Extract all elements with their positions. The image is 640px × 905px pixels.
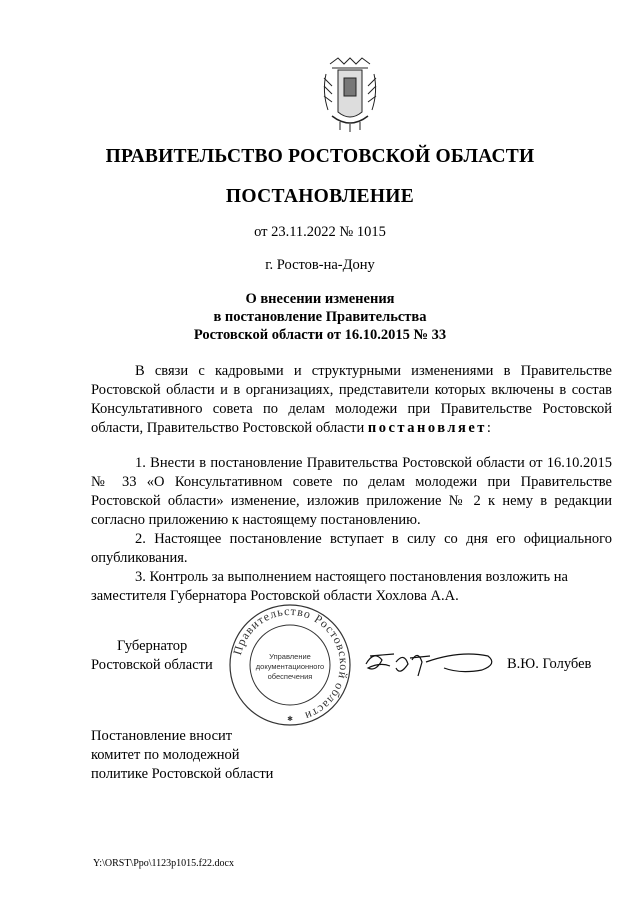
stamp-inner-line-3: обеспечения: [267, 672, 313, 681]
stamp-outer-text: Правительство Ростовской области: [230, 603, 352, 724]
signatory-title: [91, 637, 213, 675]
subject-line-2: в постановление Правительства: [213, 309, 427, 325]
signatory-title-line-1: Губернатор: [117, 638, 188, 654]
stamp-inner-line-1: Управление: [269, 652, 311, 661]
submitter-note-line-2: комитет по молодежной: [91, 747, 240, 763]
submitter-note: [91, 727, 273, 784]
preamble-text: В связи с кадровыми и структурными изменениями в Правительстве Ростовской области и в организациях, представители которых включены в состав Консультативного совета по делам молодежи при Правительстве Ростовской области, Правительство Ростовской области: [91, 363, 612, 436]
government-title: ПРАВИТЕЛЬСТВО РОСТОВСКОЙ ОБЛАСТИ: [105, 146, 535, 167]
handwritten-signature: [360, 642, 500, 682]
document-date-number: от 23.11.2022 № 1015: [254, 224, 386, 240]
preamble-tail: :: [486, 420, 491, 436]
item-2: 2. Настоящее постановление вступает в силу со дня его официального опубликования.: [91, 531, 612, 566]
stamp-star-icon: ✱: [287, 715, 293, 723]
document-type: ПОСТАНОВЛЕНИЕ: [225, 186, 415, 207]
document-city: г. Ростов-на-Дону: [265, 257, 375, 273]
preamble-paragraph: [91, 362, 612, 438]
signatory-name: В.Ю. Голубев: [507, 656, 592, 672]
submitter-note-line-1: Постановление вносит: [91, 728, 233, 744]
subject-line-3: Ростовской области от 16.10.2015 № 33: [193, 327, 447, 343]
item-3: 3. Контроль за выполнением настоящего постановления возложить на заместителя Губернатора Ростовской области Хохлова А.А.: [91, 569, 568, 604]
submitter-note-line-3: политике Ростовской области: [91, 766, 274, 782]
file-path: Y:\ORST\Ppo\1123p1015.f22.docx: [93, 858, 234, 869]
coat-of-arms-emblem-icon: [318, 56, 382, 132]
official-stamp: [228, 603, 352, 727]
signatory-title-line-2: Ростовской области: [91, 657, 213, 673]
subject-line-1: О внесении изменения: [245, 291, 395, 307]
resolution-keyword: постановляет: [367, 420, 487, 436]
item-1: 1. Внести в постановление Правительства Ростовской области от 16.10.2015 № 33 «О Консультативном совете по делам молодежи при Правительстве Ростовской области» изменение, изложив приложение № 2 к нему в редакции согласно приложению к настоящему постановлению.: [91, 455, 612, 528]
stamp-inner-line-2: документационного: [255, 662, 325, 671]
document-body: [91, 362, 612, 606]
